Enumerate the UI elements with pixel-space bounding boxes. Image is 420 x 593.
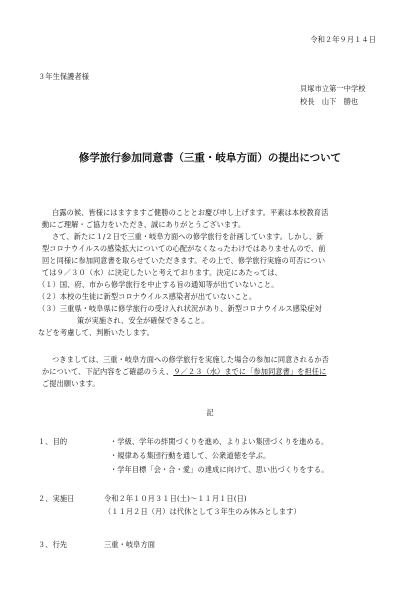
condition-item: （３）三重県・岐阜県に修学旅行の受け入れ状況があり、新型コロナウイルス感染症対: [38, 304, 322, 313]
body-text: かについて、下記内容をご確認のうえ、: [42, 367, 174, 376]
condition-item: （２）本校の生徒に新型コロナウイルス感染者が出ていないこと。: [38, 292, 257, 301]
body-line: ご提出願います。: [42, 379, 100, 388]
principal-name: 校長 山下 勝也: [300, 97, 359, 106]
body-line: 型コロナウイルスの感染拡大についての心配がなくなったわけではありませんので、前: [42, 244, 326, 253]
destination: 三重・岐阜方面: [104, 540, 156, 549]
purpose-item: ・規律ある集団行動を通して、公衆道徳を学ぶ。: [110, 451, 271, 460]
trip-dates: 令和２年１０月３１日(土)〜１１月１日(日): [104, 494, 247, 503]
destination-label: ３、行先: [38, 540, 68, 549]
document-title: 修学旅行参加同意書（三重・岐阜方面）の提出について: [78, 152, 342, 164]
purpose-item: ・学級、学年の絆関づくりを進め、よりよい集団づくりを進める。: [110, 437, 329, 446]
issue-date: 令和２年９月１４日: [310, 35, 376, 44]
school-name: 貝塚市立第一中学校: [300, 84, 366, 93]
recipient: ３年生保護者様: [38, 72, 90, 81]
ki-heading: 記: [206, 408, 214, 417]
dates-label: ２、実施日: [38, 494, 75, 503]
trip-dates-note: （１１月２日（月）は代休として３年生のみ休みとします）: [104, 507, 301, 516]
body-line: 回と同様に参加同意書を取らせていただきます。その上で、修学旅行実施の可否につい: [42, 256, 326, 265]
body-line: 白露の候、皆様にはますますご健勝のこととお慶び申し上げます。平素は本校教育活: [52, 208, 329, 217]
body-line: などを考慮して、判断いたします。: [38, 328, 154, 337]
body-line: つきましては、三重・岐阜方面への修学旅行を実施した場合の参加に同意されるか否: [52, 355, 329, 364]
condition-item-cont: 策が実施され、安全が確保できること。: [77, 316, 209, 325]
body-line: [42, 367, 326, 377]
deadline-underlined: ９／２３（水）までに「参加同意書」を担任に: [173, 367, 327, 376]
body-line: さて、新たに１/２日で三重・岐阜方面への修学旅行を計画しています。しかし、新: [52, 232, 324, 241]
condition-item: （１）国、府、市から修学旅行を中止する旨の通知等が出ていないこと。: [38, 280, 279, 289]
body-line: ては９／３０（水）に決定したいと考えております。決定にあたっては、: [42, 268, 282, 277]
body-line: 動にご理解・ご協力をいただき、誠にありがとうございます。: [42, 220, 246, 229]
purpose-label: １、目的: [38, 437, 68, 446]
purpose-item: ・学年目標「会・合・愛」の達成に向けて、思い出づくりをする。: [110, 465, 329, 474]
